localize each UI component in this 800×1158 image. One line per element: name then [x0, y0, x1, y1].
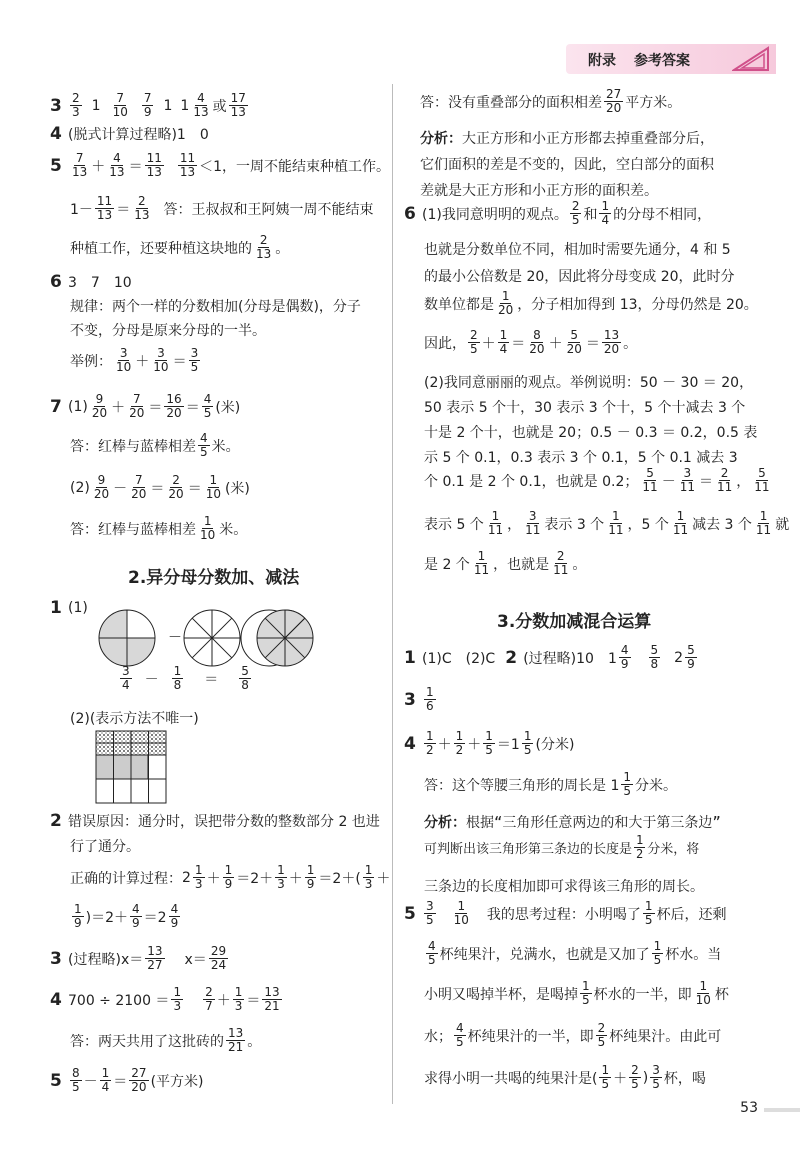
analysis-text: 大正方形和小正方形都去掉重叠部分后， [462, 131, 714, 147]
s3-q5-line4: 水； $\frac{4}{5}$ 杯纯果汁的一半，即 $\frac{2}{5}$ 杯纯果汁。由此可 [424, 1021, 722, 1049]
question-number: 7 [50, 396, 62, 417]
analysis-line-2: 可判断出该三角形第三条边的长度是 $\frac{1}{2}$ 分米，将 [424, 833, 700, 861]
answer-text: 就 [775, 516, 790, 533]
expr: ＝1 [496, 736, 520, 753]
analysis-line [424, 812, 721, 832]
triangle-ruler-icon [732, 44, 772, 74]
q6-line5: 因此， $\frac{2}{5}$ ＋ $\frac{1}{4}$ ＝ $\frac{8}{20}$ ＋ $\frac{5}{20}$ ＝ $\frac{13}{20}$ 。 [424, 328, 638, 356]
answer-text: 求得小明一共喝的纯果汁是( [424, 1070, 598, 1087]
answer-text: 3 7 10 [68, 275, 132, 291]
answer-text: ，5 个 [627, 516, 669, 533]
question-5-line3: 种植工作，还要种植这块地的 $\frac{2}{13}$ 。 [70, 233, 290, 261]
s2-question-4-answer: 答：两天共用了这批砖的 $\frac{13}{21}$ 。 [70, 1026, 262, 1054]
q6-line4: 数单位都是 $\frac{1}{20}$ ，分子相加得到 13，分母仍然是 20。 [424, 289, 758, 317]
question-7-answer1: 答：红棒与蓝棒相差 $\frac{4}{5}$ 米。 [70, 431, 240, 459]
answer-text: 2 [674, 649, 684, 666]
answer-text: 米。 [211, 438, 240, 455]
question-3: 3 $\frac{2}{3}$ 1 $\frac{7}{10}$ $\frac{7}{9}$ 1 1 $\frac{4}{13}$ 或 $\frac{17}{13}$ [50, 91, 246, 119]
question-5: 5 $\frac{7}{13}$ ＋ $\frac{4}{13}$ ＝ $\frac{11}{13}$ $\frac{11}{13}$ ＜1，一周不能结束种植工作。 [50, 151, 391, 179]
s2-question-2-calc: 正确的计算过程： 2 $\frac{1}{3}$ ＋ $\frac{1}{9}$ ＝2＋ $\frac{1}{3}$ ＋ $\frac{1}{9}$ ＝2＋( $\frac{1}{3}$ ＋ [70, 863, 391, 891]
answer-text: 减去 3 个 [692, 516, 752, 533]
analysis-label: 分析： [424, 815, 466, 831]
answer-text: 杯水。当 [665, 946, 722, 963]
answer-text: 答：没有重叠部分的面积相差 [420, 94, 602, 111]
fraction: $\frac{17}{13}$ [230, 91, 246, 119]
page-number-bar [764, 1108, 800, 1112]
answer-text: (脱式计算过程略)1 0 [68, 127, 209, 143]
expr: ＝2＋( [318, 870, 361, 887]
answer-text: 的最小公倍数是 20，因此将分母变成 20，此时分 [424, 269, 735, 285]
s3-question-4-answer: 答：这个等腰三角形的周长是 1 $\frac{1}{5}$ 分米。 [424, 770, 677, 798]
unit: (分米) [535, 736, 575, 753]
s3-q5-line5: 求得小明一共喝的纯果汁是( $\frac{1}{5}$ ＋ $\frac{2}{5}$ ) $\frac{3}{5}$ 杯，喝 [424, 1063, 706, 1091]
answer-text: 50 表示 5 个十，30 表示 3 个十，5 个十减去 3 个 [424, 400, 746, 416]
section-title: 3.分数加减混合运算 [497, 612, 652, 632]
question-number: 3 [404, 689, 416, 710]
answer-text: 水； [424, 1028, 452, 1045]
q6-line10: 个 0.1 是 2 个 0.1，也就是 0.2； $\frac{5}{11}$ － $\frac{3}{11}$ ＝ $\frac{2}{11}$ ， $\frac{5}{11}$ [424, 466, 770, 494]
answer-text: 杯，喝 [663, 1070, 706, 1087]
fraction: $\frac{7}{9}$ [143, 91, 152, 119]
answer-text: 表示 3 个 [544, 516, 605, 533]
question-6 [50, 272, 132, 292]
answer-text: ＜1，一周不能结束种植工作。 [199, 158, 391, 175]
expr: ＋ [376, 870, 391, 887]
answer-text: 也就是分数单位不同，相加时需要先通分，4 和 5 [424, 242, 731, 258]
grid-model-diagram [95, 730, 167, 804]
answer-text: 答：红棒与蓝棒相差 [70, 521, 196, 538]
answer-text: 分米。 [635, 777, 677, 794]
page-number: 53 [740, 1100, 758, 1116]
fraction: $\frac{7}{10}$ [112, 91, 128, 119]
expr: 700 ÷ 2100 ＝ [68, 992, 170, 1009]
answer-text: 和 [583, 206, 598, 223]
answer-text: (1)C (2)C [422, 650, 496, 667]
answer-text: ， [507, 516, 522, 533]
answer-text: 因此， [424, 335, 466, 352]
answer-text: 数单位都是 [424, 296, 494, 313]
s3-question-1-2: 1 (1)C (2)C 2 (过程略)10 1 $\frac{4}{9}$ $\frac{5}{8}$ 2 $\frac{5}{9}$ [404, 643, 695, 671]
answer-text: 杯 [714, 986, 729, 1003]
expr: x＝ [120, 951, 144, 968]
question-number: 3 [50, 948, 62, 969]
s3-q5-line2: $\frac{4}{5}$ 杯纯果汁，兑满水，也就是又加了 $\frac{1}{5}$ 杯水。当 [428, 939, 722, 967]
answer-text: 平方米。 [625, 94, 682, 111]
s2-question-1 [50, 598, 88, 618]
s2-question-4: 4 700 ÷ 2100 ＝ $\frac{1}{3}$ $\frac{2}{7}$ ＋ $\frac{1}{3}$ ＝ $\frac{13}{21}$ [50, 985, 280, 1013]
question-number: 3 [50, 95, 62, 116]
answer-text: 表示 5 个 [424, 516, 484, 533]
answer-text: 我的思考过程：小明喝了 [486, 906, 641, 923]
answer-text: 答：王叔叔和王阿姨一周不能结束 [163, 201, 374, 218]
answer-text: 。 [572, 556, 587, 573]
answer-text: ，也就是 [493, 556, 550, 573]
analysis-text: 差就是大正方形和小正方形的面积差。 [420, 183, 658, 199]
column-divider [392, 84, 393, 1104]
analysis-text: 三条边的长度相加即可求得该三角形的周长。 [424, 879, 704, 895]
punct: 。 [275, 240, 290, 257]
answer-text: 杯纯果汁，兑满水，也就是又加了 [439, 946, 650, 963]
r-answer-line: 答：没有重叠部分的面积相差 $\frac{27}{20}$ 平方米。 [420, 87, 682, 115]
answer-text: 是 2 个 [424, 556, 470, 573]
answer-text: (过程略)10 1 [523, 650, 617, 667]
s3-question-5: 5 $\frac{3}{5}$ $\frac{1}{10}$ 我的思考过程：小明喝了 $\frac{1}{5}$ 杯后，还剩 [404, 899, 727, 927]
question-7: 7 (1) $\frac{9}{20}$ ＋ $\frac{7}{20}$ ＝ $\frac{16}{20}$ ＝ $\frac{4}{5}$ (米) [50, 392, 241, 420]
answer-text: 的分母不相同， [613, 206, 712, 223]
eighths-circle-diagram [254, 606, 320, 672]
question-number: 2 [50, 811, 62, 831]
question-4 [50, 124, 209, 144]
page-header [566, 44, 776, 74]
q6-line12: 是 2 个 $\frac{1}{11}$ ，也就是 $\frac{2}{11}$ 。 [424, 549, 587, 577]
answer-text: (2)我同意丽丽的观点。举例说明：50 － 30 ＝ 20， [424, 375, 754, 391]
expr: ＝2 [143, 909, 167, 926]
s2-question-5: 5 $\frac{8}{5}$ － $\frac{1}{4}$ ＝ $\frac{27}{20}$ (平方米) [50, 1066, 204, 1094]
answer-text: 杯纯果汁。由此可 [609, 1028, 722, 1045]
answer-value: 1 [180, 97, 190, 114]
q6-line11: 表示 5 个 $\frac{1}{11}$ ， $\frac{3}{11}$ 表示 3 个 $\frac{1}{11}$ ，5 个 $\frac{1}{11}$ 减去 3 个 $\frac{1}{11}$ 就 [424, 509, 790, 537]
answer-text: 杯纯果汁的一半，即 [467, 1028, 594, 1045]
unit: (米) [224, 480, 250, 497]
unit: (米) [215, 399, 241, 416]
s3-q5-line3: 小明又喝掉半杯，是喝掉 $\frac{1}{5}$ 杯水的一半，即 $\frac{1}{10}$ 杯 [424, 979, 729, 1007]
question-number: 1 [404, 647, 416, 668]
answer-text: ) [642, 1069, 649, 1086]
analysis-line [420, 128, 714, 148]
example-line: 举例： $\frac{3}{10}$ ＋ $\frac{3}{10}$ ＝ $\frac{3}{5}$ [70, 346, 199, 374]
answer-text: 错误原因：通分时，误把带分数的整数部分 2 也进 [68, 814, 380, 830]
question-7-part2: (2) $\frac{9}{20}$ － $\frac{7}{20}$ ＝ $\frac{2}{20}$ ＝ $\frac{1}{10}$ (米) [70, 473, 250, 501]
minus-sign: － [168, 630, 182, 646]
header-appendix: 附录 [588, 53, 616, 69]
answer-text: 答：两天共用了这批砖的 [70, 1033, 224, 1050]
punct: 。 [247, 1033, 262, 1050]
answer-text: 个 0.1 是 2 个 0.1，也就是 0.2； [424, 473, 639, 490]
answer-text: 行了通分。 [70, 839, 140, 855]
fraction: $\frac{2}{3}$ [72, 91, 80, 119]
answer-text: ，分子相加得到 13，分母仍然是 20。 [517, 296, 758, 313]
rule-text: 规律：两个一样的分数相加(分母是偶数)，分子 [70, 299, 361, 315]
answer-text: 正确的计算过程： [70, 870, 182, 887]
part-label: (2) [70, 479, 90, 496]
question-number: 4 [404, 733, 416, 754]
analysis-label: 分析： [420, 131, 462, 147]
s2-question-2-calc2: $\frac{1}{9}$ )＝2＋ $\frac{4}{9}$ ＝2 $\frac{4}{9}$ [74, 902, 179, 930]
s3-question-4: 4 $\frac{1}{2}$ ＋ $\frac{1}{2}$ ＋ $\frac{1}{5}$ ＝1 $\frac{1}{5}$ (分米) [404, 729, 575, 757]
answer-text: 米。 [219, 521, 248, 538]
s2-question-2 [50, 811, 380, 831]
question-number: 4 [50, 989, 62, 1010]
answer-text: (过程略) [68, 951, 121, 968]
answer-value: 1 [91, 97, 101, 114]
question-number: 6 [404, 203, 416, 224]
answer-text: 种植工作，还要种植这块地的 [70, 240, 252, 257]
question-6-right: 6 (1)我同意明明的观点。 $\frac{2}{5}$ 和 $\frac{1}{4}$ 的分母不相同， [404, 199, 712, 227]
or-text: 或 [212, 98, 227, 115]
analysis-text: 它们面积的差是不变的，因此，空白部分的面积 [420, 157, 714, 173]
answer-text: 杯水的一半，即 [593, 986, 692, 1003]
section-title: 2.异分母分数加、减法 [128, 568, 300, 588]
analysis-text: 根据“三角形任意两边的和大于第三条边” [466, 815, 721, 831]
part-label: (1) [68, 398, 88, 415]
unit: (平方米) [150, 1073, 204, 1090]
analysis-text: 可判断出该三角形第三条边的长度是 [424, 842, 633, 857]
s3-question-3: 3 $\frac{1}{6}$ [404, 685, 434, 713]
question-5-line2: 1－ $\frac{11}{13}$ ＝ $\frac{2}{13}$ 答：王叔叔和王阿姨一周不能结束 [70, 194, 374, 222]
question-number: 2 [505, 647, 518, 668]
question-number: 5 [50, 155, 62, 176]
part-label: (1) [68, 600, 88, 616]
answer-text: 答：这个等腰三角形的周长是 1 [424, 777, 620, 794]
fraction: $\frac{4}{13}$ [193, 91, 209, 119]
diagram-fraction-labels: $\frac{3}{4}$ － $\frac{1}{8}$ ＝ $\frac{5}{8}$ [122, 664, 249, 692]
expr: ＝2＋ [236, 870, 274, 887]
expr: x＝ [184, 951, 207, 968]
equals-sign: ＝ [204, 671, 219, 688]
example-label: 举例： [70, 353, 112, 370]
question-number: 5 [404, 903, 416, 924]
part-label: (2)(表示方法不唯一) [70, 711, 199, 727]
answer-text: 答：红棒与蓝棒相差 [70, 438, 196, 455]
answer-text: 十是 2 个十，也就是 20；0.5 － 0.3 ＝ 0.2，0.5 表 [424, 425, 758, 441]
question-7-answer2: 答：红棒与蓝棒相差 $\frac{1}{10}$ 米。 [70, 514, 248, 542]
question-number: 6 [50, 272, 62, 292]
answer-text: 杯后，还剩 [656, 906, 727, 923]
header-answers: 参考答案 [634, 53, 690, 69]
question-number: 1 [50, 598, 62, 618]
expr: )＝2＋ [85, 909, 129, 926]
answer-text: 示 5 个 0.1，0.3 表示 3 个 0.1，5 个 0.1 减去 3 [424, 450, 738, 466]
answer-text: (1)我同意明明的观点。 [422, 206, 568, 223]
rule-text: 不变，分母是原来分母的一半。 [70, 323, 266, 339]
analysis-text: 分米，将 [647, 842, 700, 857]
minus-sign: － [144, 671, 159, 688]
question-number: 4 [50, 124, 62, 144]
answer-text: 小明又喝掉半杯，是喝掉 [424, 986, 578, 1003]
question-number: 5 [50, 1070, 62, 1091]
s2-question-3: 3 (过程略) x＝ $\frac{13}{27}$ x＝ $\frac{29}{24}$ [50, 944, 227, 972]
